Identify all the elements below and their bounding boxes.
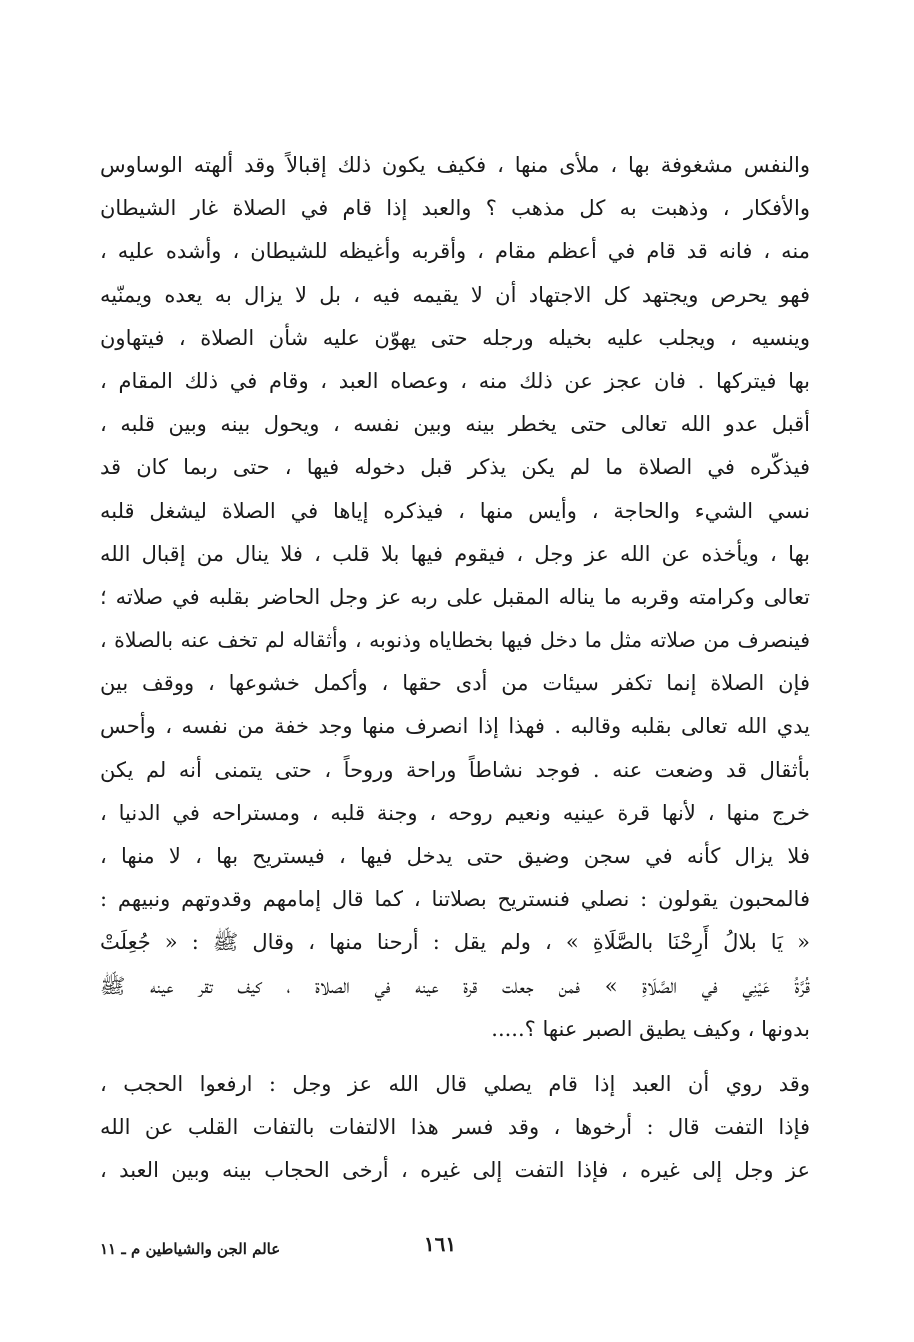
text-line: فيذكّره في الصلاة ما لم يكن يذكر قبل دخوله فيها ، حتى ربما كان قد bbox=[100, 455, 810, 480]
text-line: والأفكار ، وذهبت به كل مذهب ؟ والعبد إذا قام في الصلاة غار الشيطان bbox=[100, 196, 810, 221]
text-line: فلا يزال كأنه في سجن وضيق حتى يدخل فيها ، فيستريح بها ، لا منها ، bbox=[100, 844, 810, 868]
text-line: منه ، فانه قد قام في أعظم مقام ، وأقربه وأغيظه للشيطان ، وأشده عليه ، bbox=[100, 239, 810, 264]
text-line: نسي الشيء والحاجة ، وأيس منها ، فيذكره إياها في الصلاة ليشغل قلبه bbox=[100, 498, 810, 523]
paragraph-2 bbox=[100, 1063, 810, 1193]
text-line: وينسيه ، ويجلب عليه بخيله ورجله حتى يهوّن عليه شأن الصلاة ، فيتهاون bbox=[100, 325, 810, 350]
text-line: خرج منها ، لأنها قرة عينيه ونعيم روحه ، وجنة قلبه ، ومستراحه في الدنيا ، bbox=[100, 800, 810, 825]
text-line: بدونها ، وكيف يطيق الصبر عنها ؟..... bbox=[491, 1016, 810, 1041]
text-line: تعالى وكرامته وقربه ما يناله المقبل على ربه عز وجل الحاضر بقلبه في صلاته ؛ bbox=[100, 584, 810, 609]
text-line: فإن الصلاة إنما تكفر سيئات من أدى حقها ، وأكمل خشوعها ، ووقف بين bbox=[100, 671, 810, 696]
footer-book-title: عالم الجن والشياطين م ـ ١١ bbox=[100, 1240, 281, 1258]
page-number: ١٦١ bbox=[423, 1232, 457, 1256]
text-line: والنفس مشغوفة بها ، ملأى منها ، فكيف يكون ذلك إقبالاً وقد ألهته الوساوس bbox=[100, 153, 810, 177]
paragraph-1 bbox=[100, 144, 810, 1051]
text-line: بها ، ويأخذه عن الله عز وجل ، فيقوم فيها بلا قلب ، فلا ينال من إقبال الله bbox=[100, 541, 810, 566]
text-line: عز وجل إلى غيره ، فإذا التفت إلى غيره ، أرخى الحجاب بينه وبين العبد ، bbox=[100, 1158, 810, 1183]
text-line: يدي الله تعالى بقلبه وقالبه . فهذا إذا انصرف منها وجد خفة من نفسه ، وأحس bbox=[100, 714, 810, 739]
text-line: فينصرف من صلاته مثل ما دخل فيها بخطاياه وذنوبه ، وأثقاله لم تخف عنه بالصلاة ، bbox=[100, 628, 810, 653]
paragraph-spacer bbox=[100, 1051, 810, 1063]
body-text bbox=[100, 144, 810, 1193]
text-line: أقبل عدو الله تعالى حتى يخطر بينه وبين نفسه ، ويحول بينه وبين قلبه ، bbox=[100, 412, 810, 437]
text-line: قُرَّةُ عَيْنِي في الصَّلَاةِ » فمن جعلت قرة عينه في الصلاة ، كيف تقر عينه ﷺ bbox=[100, 973, 810, 998]
text-line: فهو يحرص ويجتهد كل الاجتهاد أن لا يقيمه فيه ، بل لا يزال به يعده ويمنّيه bbox=[100, 282, 810, 307]
text-line: وقد روي أن العبد إذا قام يصلي قال الله عز وجل : ارفعوا الحجب ، bbox=[100, 1071, 810, 1096]
text-line: فالمحبون يقولون : نصلي فنستريح بصلاتنا ، كما قال إمامهم وقدوتهم ونبيهم : bbox=[100, 887, 810, 912]
text-line: بها فيتركها . فان عجز عن ذلك منه ، وعصاه العبد ، وقام في ذلك المقام ، bbox=[100, 368, 810, 393]
text-line: « يَا بلالُ أَرِحْنَا بالصَّلَاةِ » ، ولم يقل : أرحنا منها ، وقال ﷺ : « جُعِلَتْ bbox=[100, 930, 810, 955]
text-line: بأثقال قد وضعت عنه . فوجد نشاطاً وراحة وروحاً ، حتى يتمنى أنه لم يكن bbox=[100, 757, 810, 782]
text-line: فإذا التفت قال : أرخوها ، وقد فسر هذا الالتفات بالتفات القلب عن الله bbox=[100, 1115, 810, 1140]
